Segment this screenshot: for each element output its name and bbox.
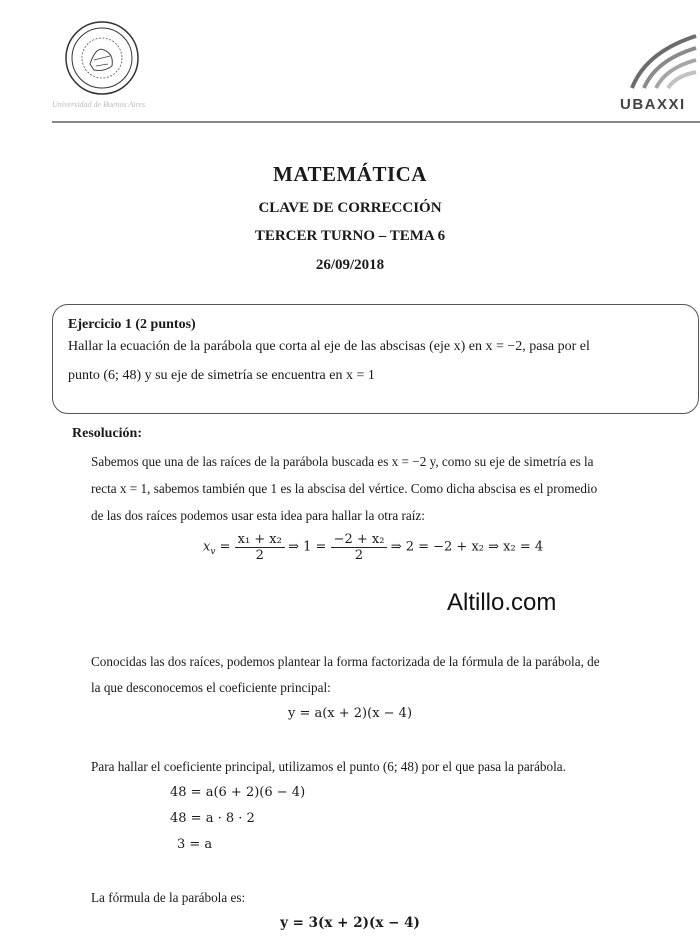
eq1-frac2-den: 2 <box>354 548 364 563</box>
page-title: MATEMÁTICA <box>273 162 427 186</box>
eq1-fraction-2 <box>331 532 388 563</box>
final-equation: y = 3(x + 2)(x − 4) <box>280 915 420 931</box>
eq1-rest: ⇒ 2 = −2 + x₂ ⇒ x₂ = 4 <box>390 539 544 555</box>
paragraph-1-line-1: Sabemos que una de las raíces de la parábola buscada es x = −2 y, como su eje de simetría es la <box>91 454 594 469</box>
subtitle-clave: CLAVE DE CORRECCIÓN <box>258 200 442 216</box>
exercise-line-1: Hallar la ecuación de la parábola que corta al eje de las abscisas (eje x) en x = −2, pasa por el <box>68 339 590 354</box>
step-3: 3 = a <box>177 837 213 852</box>
ubaxxi-logo-icon <box>626 32 698 95</box>
paragraph-4: La fórmula de la parábola es: <box>91 890 246 905</box>
university-seal <box>64 20 140 96</box>
paragraph-2-line-1: Conocidas las dos raíces, podemos plantear la forma factorizada de la fórmula de la parábola, de <box>91 654 600 669</box>
exercise-heading: Ejercicio 1 (2 puntos) <box>68 317 196 332</box>
resolution-heading: Resolución: <box>72 426 142 441</box>
equation-factored: y = a(x + 2)(x − 4) <box>287 706 413 721</box>
ubaxxi-logo-text: UBAXXI <box>620 96 686 113</box>
eq1-lhs: x <box>203 539 211 555</box>
eq1-frac1-den: 2 <box>255 548 264 563</box>
step-1: 48 = a(6 + 2)(6 − 4) <box>170 785 306 800</box>
eq1-frac2-num: −2 + x₂ <box>331 532 388 548</box>
header-rule <box>52 121 700 123</box>
step-2: 48 = a · 8 · 2 <box>170 811 255 826</box>
exam-date: 26/09/2018 <box>315 257 385 273</box>
watermark-altillo: Altillo.com <box>447 589 557 616</box>
eq1-mid: ⇒ 1 = <box>288 539 331 555</box>
eq1-fraction-1 <box>235 532 285 563</box>
paragraph-2-line-2: la que desconocemos el coeficiente principal: <box>91 680 331 695</box>
eq1-frac1-num: x₁ + x₂ <box>235 532 285 548</box>
paragraph-3: Para hallar el coeficiente principal, utilizamos el punto (6; 48) por el que pasa la parábola. <box>91 759 566 774</box>
exercise-line-2: punto (6; 48) y su eje de simetría se encuentra en x = 1 <box>68 368 375 383</box>
subtitle-turno: TERCER TURNO – TEMA 6 <box>254 228 446 244</box>
seal-signature: Universidad de Buenos Aires <box>52 100 146 109</box>
equation-roots: $x_v$ = $\frac{\text{x₁ + x₂}}{2}$ ⇒ 1 = $\frac{\text{−2 + x₂}}{2}$ ⇒ 2 = −2 + x₂ ⇒ x₂ = 4 <box>203 532 544 563</box>
paragraph-1-line-3: de las dos raíces podemos usar esta idea para hallar la otra raíz: <box>91 508 425 523</box>
eq1-lhs-sub: v <box>210 547 216 558</box>
paragraph-1-line-2: recta x = 1, sabemos también que 1 es la abscisa del vértice. Como dicha abscisa es el promedio <box>91 481 598 496</box>
